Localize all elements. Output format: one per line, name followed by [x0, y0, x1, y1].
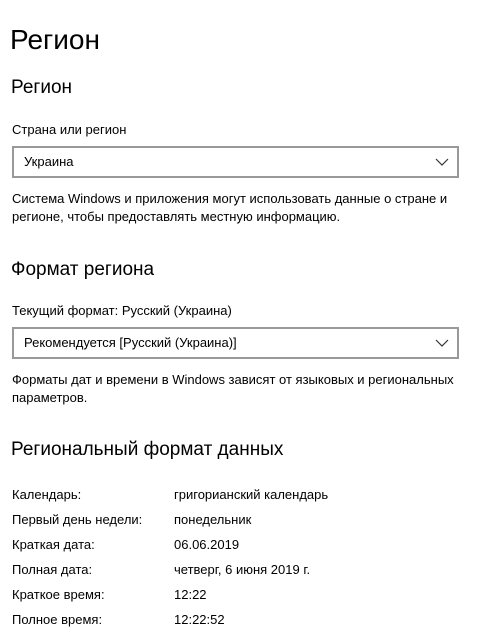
first-day-value: понедельник [174, 511, 252, 527]
short-time-label: Краткое время: [12, 586, 105, 602]
region-heading: Регион [11, 77, 73, 98]
table-row [12, 557, 482, 582]
table-row [12, 582, 482, 607]
data-format-heading: Региональный формат данных [11, 439, 284, 460]
long-time-value: 12:22:52 [174, 611, 225, 627]
country-dropdown-value: Украина [24, 154, 74, 169]
format-heading: Формат региона [11, 259, 155, 280]
long-date-label: Полная дата: [12, 561, 93, 577]
calendar-label: Календарь: [12, 486, 82, 502]
short-date-value: 06.06.2019 [174, 536, 240, 552]
first-day-label: Первый день недели: [12, 511, 143, 527]
format-dropdown-value: Рекомендуется [Русский (Украина)] [24, 335, 237, 350]
table-row [12, 507, 482, 532]
country-label: Страна или регион [12, 122, 127, 137]
country-dropdown[interactable] [12, 146, 459, 178]
calendar-value: григорианский календарь [174, 486, 329, 502]
page-title: Регион [10, 24, 100, 55]
region-description: Система Windows и приложения могут использовать данные о стране и регионе, чтобы предоставлять местную информацию. [12, 191, 448, 224]
table-row [12, 482, 482, 507]
chevron-down-icon [435, 336, 449, 350]
short-time-value: 12:22 [174, 586, 207, 602]
format-description: Форматы дат и времени в Windows зависят от языковых и региональных параметров. [12, 372, 454, 405]
long-date-value: четверг, 6 июня 2019 г. [174, 561, 311, 577]
regional-data-table [12, 482, 482, 632]
current-format-label: Текущий формат: Русский (Украина) [12, 303, 232, 318]
chevron-down-icon [435, 155, 449, 169]
table-row [12, 532, 482, 557]
long-time-label: Полное время: [12, 611, 103, 627]
table-row [12, 607, 482, 632]
short-date-label: Краткая дата: [12, 536, 95, 552]
format-dropdown[interactable] [12, 327, 459, 359]
